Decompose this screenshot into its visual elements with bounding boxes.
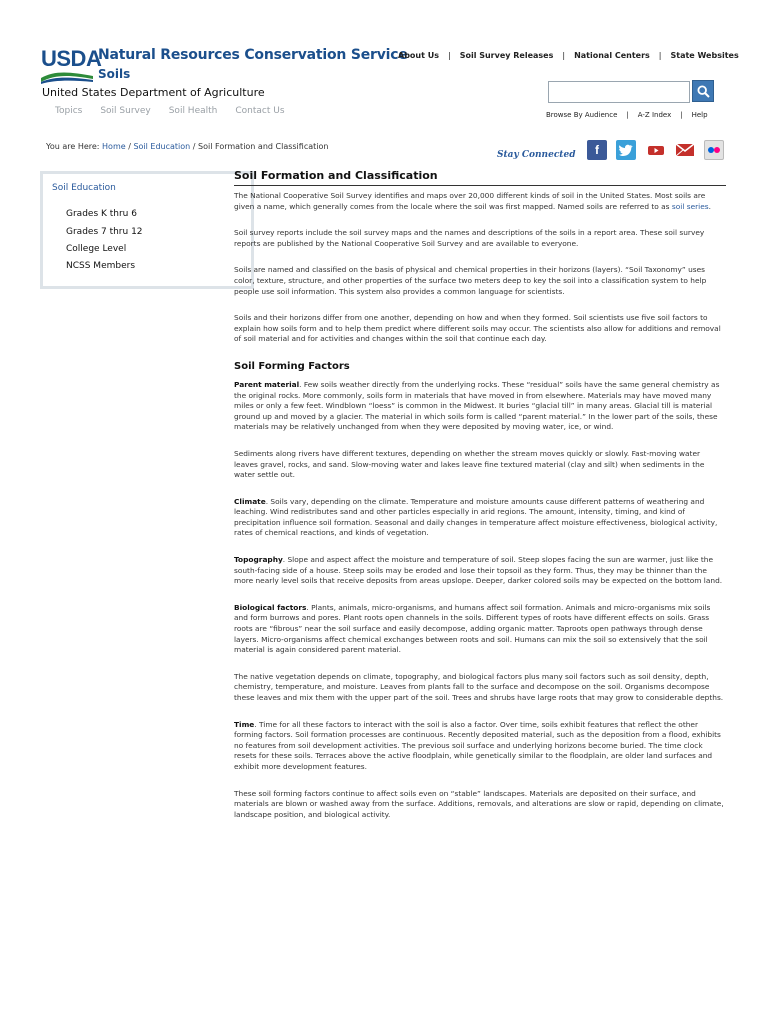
topnav-state-websites[interactable]: State Websites <box>670 51 739 60</box>
sidebar-item-college-level[interactable]: College Level <box>66 244 127 254</box>
topography-paragraph <box>234 555 726 587</box>
breadcrumb-prefix: You are Here: <box>46 142 100 151</box>
sidebar <box>40 171 254 289</box>
site-header <box>0 0 768 160</box>
sidebar-item-grades-7-12[interactable]: Grades 7 thru 12 <box>66 227 143 237</box>
nav-separator: | <box>626 111 629 119</box>
topography-label: Topography <box>234 555 283 565</box>
climate-text: . Soils vary, depending on the climate. Temperature and moisture amounts cause different patterns of weathering and leaching. Wind redistributes sand and other particles especially in arid regions. The amount, intensity, timing, and kind of precipitation influence soil formation. Seasonal and daily changes in temperature affect moisture effectiveness, biological activity, rates of chemical reactions, and kinds of vegetation. <box>234 496 718 538</box>
email-icon[interactable] <box>675 140 695 160</box>
subnav-help[interactable]: Help <box>691 111 708 119</box>
breadcrumb-current: / Soil Formation and Classification <box>192 142 329 151</box>
usda-logo-text: USDA <box>41 46 102 71</box>
intro-end: . <box>708 201 711 211</box>
usda-swoosh-icon <box>41 70 93 84</box>
nav-separator: | <box>562 51 566 60</box>
intro-text: The National Cooperative Soil Survey identifies and maps over 20,000 different kinds of soil in the United States. Most soils are given a name, which generally comes from the locale where the soil was first mapped. Named soils are referred to as <box>234 191 706 211</box>
sediments-paragraph: Sediments along rivers have different textures, depending on whether the stream moves quickly or slowly. Fast-moving water leaves gravel, rocks, and sand. Slow-moving water and lakes leave fine textured material (clay and silt) when sediments in the water settle out. <box>234 448 705 480</box>
section-heading-soil-forming-factors: Soil Forming Factors <box>234 360 350 372</box>
survey-paragraph: Soil survey reports include the soil survey maps and the names and descriptions of the soils in a report area. These soil survey reports are published by the National Cooperative Soil Survey and are available to everyone. <box>234 228 705 248</box>
twitter-icon[interactable] <box>616 140 636 160</box>
search-button[interactable] <box>692 80 714 102</box>
main-content <box>234 169 726 820</box>
mainnav-topics[interactable]: Topics <box>55 106 83 116</box>
climate-paragraph <box>234 497 726 539</box>
biological-text: . Plants, animals, micro-organisms, and humans affect soil formation. Animals and micro-organisms mix soils and form burrows and pores. Plant roots open channels in the soils. Different types of roots have different effects on soils. Grass roots are “fibrous” near the soil surface and easily decompose, adding organic matter. Taproots open pathways through dense layers. Micro-organisms affect chemical exchanges between roots and soil. Humans can mix the soil so extensively that the soil material is again considered parent material. <box>234 602 711 655</box>
parent-material-label: Parent material <box>234 379 300 389</box>
breadcrumb-separator: / <box>128 142 131 151</box>
subnav-browse-by-audience[interactable]: Browse By Audience <box>546 111 618 119</box>
subsite-name[interactable]: Soils <box>98 67 131 81</box>
climate-label: Climate <box>234 496 266 506</box>
topography-text: . Slope and aspect affect the moisture and temperature of soil. Steep slopes facing the sun are warmer, just like the south-facing side of a house. Steep soils may be eroded and lose their topsoil as they form. Thus, they may be thinner than the more nearly level soils that receive deposits from areas upslope. Deeper, darker colored soils may be expected on the bottom land. <box>234 555 723 586</box>
time-text: . Time for all these factors to interact with the soil is also a factor. Over time, soils exhibit features that reflect the other forming factors. Soil formation processes are continuous. Recently deposited material, such as the deposition from a flood, exhibits no features from soil development activities. The previous soil surface and underlying horizons become buried. The time clock resets for these soils. Terraces above the active floodplain, while genetically similar to the floodplain, are older land surfaces and exhibit more development features. <box>234 719 721 771</box>
utility-nav <box>546 111 708 119</box>
flickr-icon[interactable] <box>704 140 724 160</box>
nav-separator: | <box>447 51 451 60</box>
facebook-icon[interactable]: f <box>587 140 607 160</box>
parent-material-paragraph <box>234 380 726 433</box>
topnav-soil-survey-releases[interactable]: Soil Survey Releases <box>459 51 554 60</box>
agency-name[interactable]: Natural Resources Conservation Service <box>98 47 408 63</box>
classification-paragraph: Soils are named and classified on the basis of physical and chemical properties in their horizons (layers). “Soil Taxonomy” uses color, texture, structure, and other properties of the surface two meters deep to key the soil into a classification system to help people use soil information. This system also provides a common language for scientists. <box>234 265 707 296</box>
search-input[interactable] <box>548 81 690 103</box>
time-paragraph <box>234 720 726 773</box>
breadcrumb-home[interactable]: Home <box>102 142 126 151</box>
topnav-national-centers[interactable]: National Centers <box>574 51 650 60</box>
nav-separator: | <box>680 111 683 119</box>
breadcrumb-soil-education[interactable]: Soil Education <box>133 142 191 151</box>
topnav-about-us[interactable]: About Us <box>398 51 439 60</box>
parent-material-text: . Few soils weather directly from the underlying rocks. These “residual” soils have the same general chemistry as the original rocks. More commonly, soils form in materials that have moved in from elsewhere. Materials may have moved many miles or only a few feet. Windblown “loess” is common in the Midwest. It buries “glacial till” in many areas. Glacial till is material ground up and moved by a glacier. The material in which soils form is called “parent material.” In the lower part of the soils, these materials may be relatively unchanged from when they were deposited by moving water, ice, or wind. <box>234 379 720 432</box>
mainnav-soil-survey[interactable]: Soil Survey <box>100 106 151 116</box>
time-label: Time <box>234 719 255 729</box>
department-name: United States Department of Agriculture <box>42 86 265 99</box>
stay-connected-label: Stay Connected <box>497 150 576 160</box>
horizons-paragraph: Soils and their horizons differ from one another, depending on how and when they formed. Soil scientists use five soil factors to explain how soils form and to help them predict where different soils may occur. The scientists also allow for additions and removal of soil material and for activities and changes within the soil that continue each day. <box>234 313 721 344</box>
top-nav <box>398 51 739 60</box>
final-paragraph: These soil forming factors continue to affect soils even on “stable” landscapes. Materials are deposited on their surface, and materials are blown or washed away from the surface. Additions, removals, and alterations are slow or rapid, depending on climate, landscape position, and biological activity. <box>234 788 724 819</box>
subnav-a-z-index[interactable]: A-Z Index <box>637 111 672 119</box>
mainnav-soil-health[interactable]: Soil Health <box>168 106 218 116</box>
sidebar-item-grades-k-6[interactable]: Grades K thru 6 <box>66 209 137 219</box>
usda-logo[interactable] <box>41 46 102 86</box>
soil-series-link[interactable]: soil series <box>671 201 709 211</box>
youtube-icon[interactable] <box>646 140 666 160</box>
main-nav <box>55 106 285 116</box>
search-icon <box>697 85 710 98</box>
sidebar-title-soil-education[interactable]: Soil Education <box>52 183 116 193</box>
page-title: Soil Formation and Classification <box>234 169 726 186</box>
breadcrumb <box>46 142 328 151</box>
intro-paragraph <box>234 191 726 212</box>
mainnav-contact-us[interactable]: Contact Us <box>235 106 285 116</box>
biological-label: Biological factors <box>234 602 307 612</box>
nav-separator: | <box>658 51 662 60</box>
biological-paragraph <box>234 603 726 656</box>
sidebar-item-ncss-members[interactable]: NCSS Members <box>66 261 136 271</box>
vegetation-paragraph: The native vegetation depends on climate, topography, and biological factors plus many soil factors such as soil density, depth, chemistry, temperature, and moisture. Leaves from plants fall to the surface and decompose on the soil. Organisms decompose these leaves and mix them with the upper part of the soil. Trees and shrubs have large roots that may grow to considerable depths. <box>234 671 724 702</box>
